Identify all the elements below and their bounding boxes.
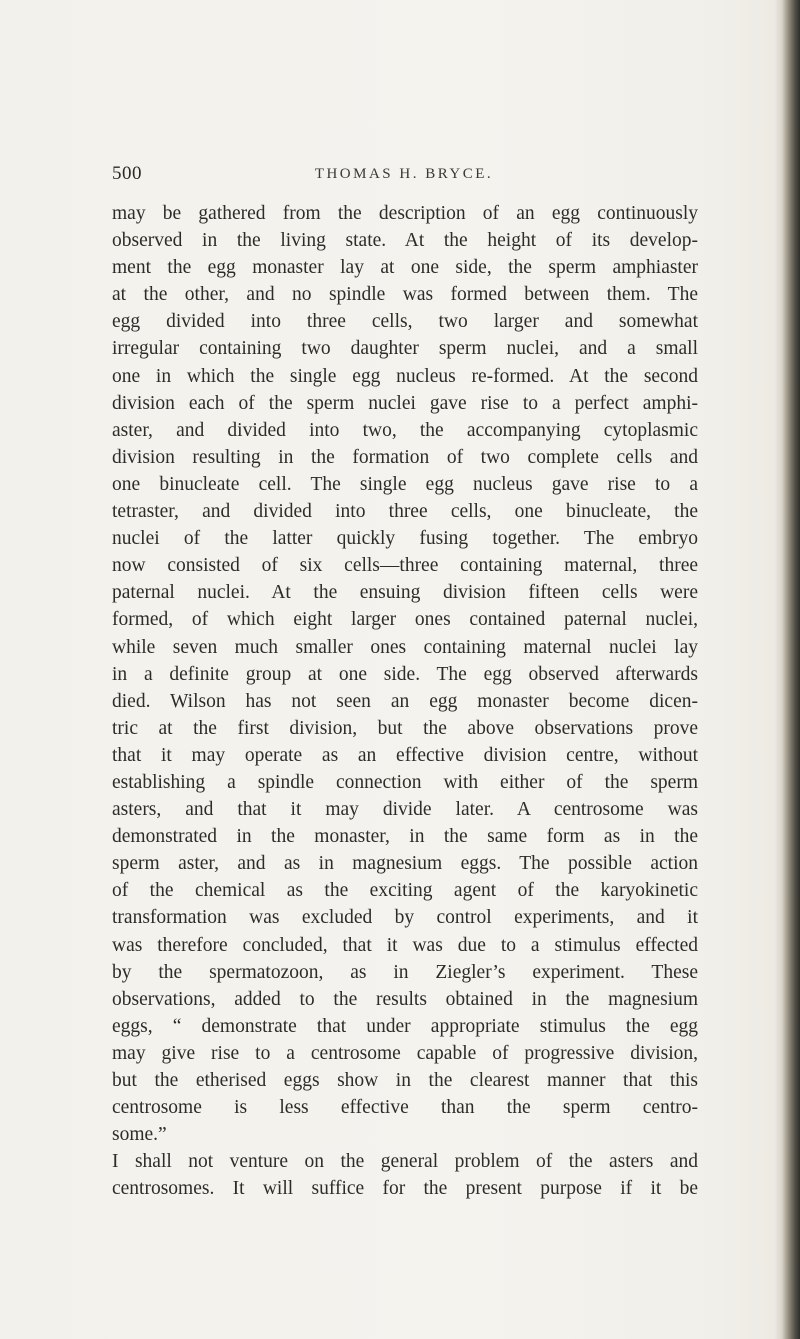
text-line: died. Wilson has not seen an egg monaster become dicen- (112, 690, 698, 712)
text-line: at the other, and no spindle was formed between them. The (112, 284, 698, 306)
text-line: demonstrated in the monaster, in the same form as in the (112, 826, 698, 848)
text-line: one binucleate cell. The single egg nucleus gave rise to a (112, 473, 698, 495)
text-line: while seven much smaller ones containing maternal nuclei lay (112, 636, 698, 658)
text-line: was therefore concluded, that it was due to a stimulus effected (112, 934, 698, 956)
text-line: formed, of which eight larger ones contained paternal nuclei, (112, 609, 698, 631)
text-line: transformation was excluded by control experiments, and it (112, 907, 698, 929)
text-line: ment the egg monaster lay at one side, the sperm amphiaster (112, 257, 698, 279)
text-line: of the chemical as the exciting agent of the karyokinetic (112, 880, 698, 902)
text-line: eggs, “ demonstrate that under appropriate stimulus the egg (112, 1015, 698, 1037)
text-line: irregular containing two daughter sperm nuclei, and a small (112, 338, 698, 360)
text-line: some.” (112, 1124, 167, 1146)
text-line: observations, added to the results obtained in the magnesium (112, 988, 698, 1010)
text-line: establishing a spindle connection with either of the sperm (112, 771, 698, 793)
text-line: asters, and that it may divide later. A centrosome was (112, 799, 698, 821)
text-line: centrosome is less effective than the sperm centro- (112, 1097, 698, 1119)
text-line: sperm aster, and as in magnesium eggs. The possible action (112, 853, 698, 875)
text-line: division resulting in the formation of two complete cells and (112, 446, 698, 468)
text-line: in a definite group at one side. The egg observed afterwards (112, 663, 698, 685)
text-line: centrosomes. It will suffice for the present purpose if it be (112, 1178, 698, 1200)
page-edge (782, 0, 800, 1339)
page-number: 500 (112, 163, 142, 184)
text-line: tric at the first division, but the above observations prove (112, 717, 698, 739)
text-line: but the etherised eggs show in the clearest manner that this (112, 1070, 698, 1091)
page-edge-shadow (774, 0, 782, 1339)
text-line: division each of the sperm nuclei gave rise to a perfect amphi- (112, 392, 698, 414)
text-line: observed in the living state. At the height of its develop- (112, 230, 698, 252)
page-header (112, 163, 696, 189)
text-line: nuclei of the latter quickly fusing together. The embryo (112, 528, 698, 550)
text-line: may give rise to a centrosome capable of progressive division, (112, 1042, 698, 1064)
text-line: one in which the single egg nucleus re-formed. At the second (112, 365, 698, 387)
text-line: by the spermatozoon, as in Ziegler’s experiment. These (112, 961, 698, 983)
text-line: aster, and divided into two, the accompanying cytoplasmic (112, 419, 698, 441)
text-line: I shall not venture on the general problem of the asters and (112, 1151, 698, 1173)
text-line: now consisted of six cells—three containing maternal, three (112, 555, 698, 577)
text-line: paternal nuclei. At the ensuing division fifteen cells were (112, 582, 698, 604)
text-line: tetraster, and divided into three cells, one binucleate, the (112, 501, 698, 523)
body-text (112, 200, 698, 1202)
text-line: egg divided into three cells, two larger and somewhat (112, 311, 698, 333)
text-line: may be gathered from the description of an egg continuously (112, 203, 698, 224)
text-line: that it may operate as an effective division centre, without (112, 744, 698, 766)
running-head: THOMAS H. BRYCE. (314, 166, 494, 182)
